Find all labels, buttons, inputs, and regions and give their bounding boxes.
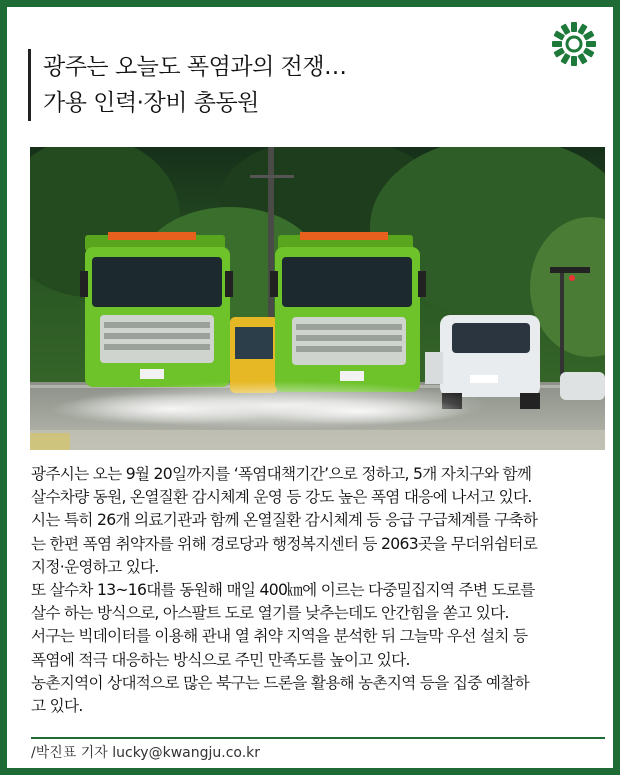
truck-left	[80, 232, 233, 387]
body-line: 지정·운영하고 있다.	[31, 557, 159, 576]
byline: /박진표 기자 lucky@kwangju.co.kr	[31, 745, 261, 761]
body-line: 시는 특히 26개 의료기관과 함께 온열질환 감시체계 등 응급 구급체계를 구축하	[31, 511, 538, 530]
body-line: 서구는 빅데이터를 이용해 관내 열 취약 지역을 분석한 뒤 그늘막 우선 설치 등	[31, 627, 528, 646]
body-line: 는 한편 폭염 취약자를 위해 경로당과 행정복지센터 등 2063곳을 무더위쉼터로	[31, 534, 538, 553]
body-line: 농촌지역이 상대적으로 많은 북구는 드론을 활용해 농촌지역 등을 집중 예찰하	[31, 673, 529, 692]
body-line: 살수차량 동원, 온열질환 감시체계 운영 등 강도 높은 폭염 대응에 나서고 있다.	[31, 488, 532, 507]
body-line: 고 있다.	[31, 697, 83, 716]
truck-right	[270, 232, 426, 392]
news-photo	[30, 147, 605, 450]
headline-line-2: 가용 인력·장비 총동원	[43, 90, 259, 116]
body-line: 또 살수차 13~16대를 동원해 매일 400㎞에 이르는 다중밀집지역 주변 도로를	[31, 581, 535, 600]
body-line: 폭염에 적극 대응하는 방식으로 주민 만족도를 높이고 있다.	[31, 650, 410, 669]
divider	[31, 737, 605, 739]
newspaper-logo-icon	[549, 19, 599, 69]
body-line: 살수 하는 방식으로, 아스팔트 도로 열기를 낮추는데도 안간힘을 쏟고 있다.	[31, 604, 509, 623]
article-body	[31, 463, 606, 718]
body-line: 광주시는 오는 9월 20일까지를 ‘폭염대책기간’으로 정하고, 5개 자치구와 함께	[31, 465, 532, 483]
headline	[28, 49, 347, 121]
headline-line-1: 광주는 오늘도 폭염과의 전쟁…	[43, 54, 347, 80]
